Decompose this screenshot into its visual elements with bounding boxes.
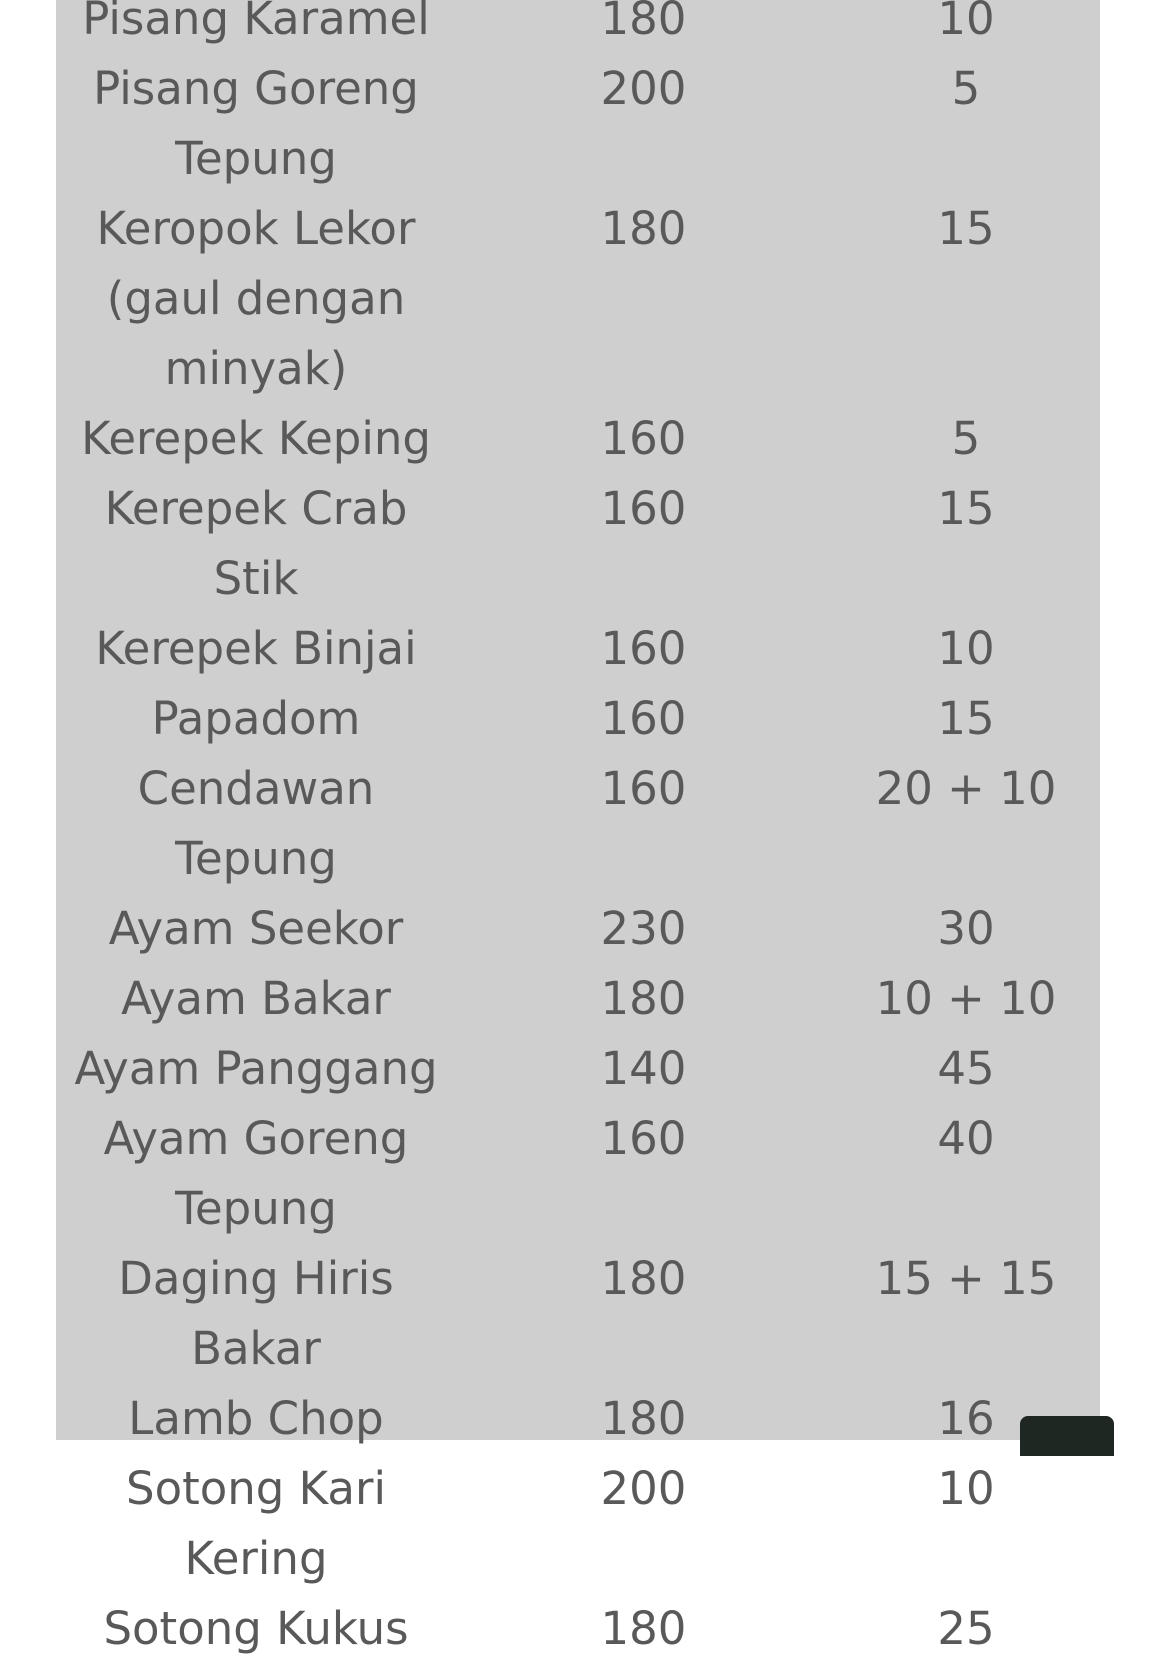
item-name: Sotong Kukus	[103, 1602, 409, 1655]
item-temperature: 200	[600, 1462, 687, 1515]
table-row	[56, 54, 1100, 194]
item-name: Kerepek Crab Stik	[104, 482, 408, 605]
item-time: 25	[937, 1602, 995, 1655]
item-temperature: 160	[600, 1112, 687, 1165]
item-time: 15	[937, 692, 995, 745]
item-time: 10	[937, 622, 995, 675]
item-time: 45	[937, 1042, 995, 1095]
item-temperature: 160	[600, 482, 687, 535]
table-row	[56, 1244, 1100, 1384]
table-row	[56, 894, 1100, 964]
item-time: 10	[937, 0, 995, 45]
item-time: 5	[951, 412, 981, 465]
item-temperature: 200	[600, 62, 687, 115]
table-row	[56, 964, 1100, 1034]
item-name: Daging Hiris Bakar	[118, 1252, 394, 1375]
table-row	[56, 754, 1100, 894]
item-name: Pisang Goreng Tepung	[93, 62, 419, 185]
cooking-table	[56, 0, 1100, 1664]
table-row	[56, 1384, 1100, 1454]
item-temperature: 180	[600, 1252, 687, 1305]
item-temperature: 160	[600, 762, 687, 815]
item-name: Lamb Chop	[128, 1392, 384, 1445]
table-row	[56, 0, 1100, 54]
item-name: Papadom	[151, 692, 361, 745]
table-row	[56, 194, 1100, 404]
scroll-to-top-button[interactable]	[1020, 1416, 1114, 1456]
table-row	[56, 1034, 1100, 1104]
item-time: 15 + 15	[875, 1252, 1057, 1305]
item-name: Kerepek Binjai	[95, 622, 417, 675]
table-row	[56, 1594, 1100, 1664]
item-temperature: 180	[600, 0, 687, 45]
table-row	[56, 404, 1100, 474]
item-temperature: 160	[600, 622, 687, 675]
item-temperature: 230	[600, 902, 687, 955]
item-name: Ayam Bakar	[121, 972, 391, 1025]
item-time: 20 + 10	[875, 762, 1057, 815]
item-temperature: 180	[600, 202, 687, 255]
item-temperature: 180	[600, 972, 687, 1025]
table-row	[56, 1104, 1100, 1244]
item-name: Sotong Kari Kering	[126, 1462, 386, 1585]
item-temperature: 180	[600, 1602, 687, 1655]
item-time: 15	[937, 202, 995, 255]
item-temperature: 160	[600, 692, 687, 745]
item-temperature: 160	[600, 412, 687, 465]
table-row	[56, 684, 1100, 754]
table-row	[56, 474, 1100, 614]
item-name: Kerepek Keping	[81, 412, 431, 465]
item-name: Ayam Goreng Tepung	[103, 1112, 409, 1235]
item-name: Ayam Seekor	[108, 902, 404, 955]
item-time: 15	[937, 482, 995, 535]
item-name: Keropok Lekor (gaul dengan minyak)	[96, 202, 416, 395]
table-row	[56, 1454, 1100, 1594]
item-time: 10	[937, 1462, 995, 1515]
item-time: 5	[951, 62, 981, 115]
item-time: 40	[937, 1112, 995, 1165]
item-name: Pisang Karamel	[82, 0, 430, 45]
item-name: Cendawan Tepung	[137, 762, 375, 885]
item-time: 30	[937, 902, 995, 955]
item-temperature: 140	[600, 1042, 687, 1095]
item-time: 16	[937, 1392, 995, 1445]
item-temperature: 180	[600, 1392, 687, 1445]
table-row	[56, 614, 1100, 684]
item-time: 10 + 10	[875, 972, 1057, 1025]
item-name: Ayam Panggang	[74, 1042, 438, 1095]
